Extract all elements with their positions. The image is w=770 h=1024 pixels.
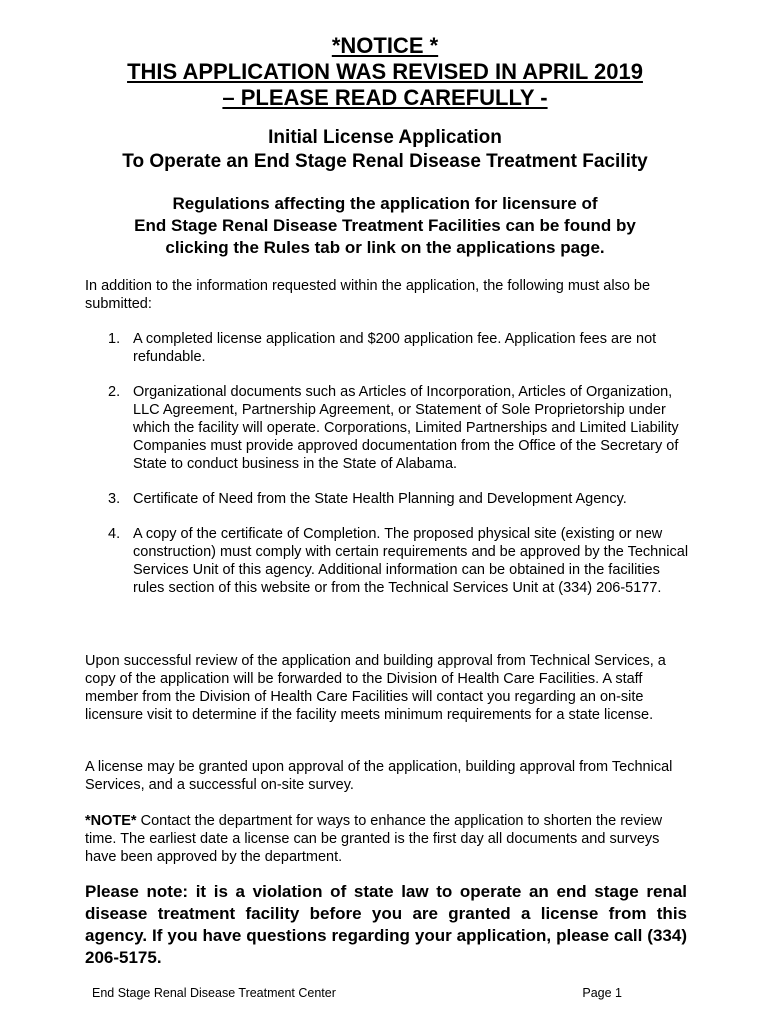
list-item-number: 4.	[108, 526, 121, 542]
regulations-line-3: clicking the Rules tab or link on the applications page.	[165, 238, 605, 257]
review-paragraph: Upon successful review of the application and building approval from Technical Services, a copy of the application will be forwarded to the Division of Health Care Facilities. A staff member from the Division of Health Care Facilities will contact you regarding an on-site licensure visit to determine if the facility meets minimum requirements for a state license.	[85, 653, 666, 723]
note-label: *NOTE*	[85, 813, 137, 829]
regulations-heading	[0, 193, 770, 259]
page-footer	[92, 985, 622, 1001]
list-item	[85, 330, 690, 366]
page-number: Page 1	[582, 986, 622, 1000]
regulations-line-2: End Stage Renal Disease Treatment Facilities can be found by	[134, 216, 636, 235]
title-line-1: Initial License Application	[268, 127, 502, 148]
footer-title: End Stage Renal Disease Treatment Center	[92, 986, 336, 1000]
intro-paragraph: In addition to the information requested within the application, the following must also be submitted:	[85, 278, 651, 312]
list-item-text: A completed license application and $200 application fee. Application fees are not refundable.	[133, 331, 657, 365]
revision-notice: THIS APPLICATION WAS REVISED IN APRIL 2019	[127, 59, 643, 84]
notice-title: *NOTICE *	[331, 33, 439, 58]
requirements-list	[85, 330, 690, 614]
title-line-2: To Operate an End Stage Renal Disease Treatment Facility	[122, 151, 648, 172]
document-title	[0, 126, 770, 174]
list-item	[85, 525, 690, 597]
list-item-number: 2.	[108, 384, 121, 400]
note-paragraph	[85, 812, 685, 866]
list-item-text: Certificate of Need from the State Health Planning and Development Agency.	[133, 491, 627, 507]
regulations-line-1: Regulations affecting the application for licensure of	[172, 194, 598, 213]
list-item-text: A copy of the certificate of Completion. The proposed physical site (existing or new construction) must comply with certain requirements and be approved by the Technical Services Unit of this agency. Additional information can be obtained in the facilities rules section of this website or from the Technical Services Unit at (334) 206-5177.	[133, 526, 689, 596]
notice-header	[0, 33, 770, 111]
list-item	[85, 490, 690, 508]
list-item-number: 1.	[108, 331, 121, 347]
violation-warning: Please note: it is a violation of state law to operate an end stage renal disease treatment facility before you are granted a license from this agency. If you have questions regarding your application, please call (334) 206-5175.	[85, 882, 687, 967]
list-item-text: Organizational documents such as Articles of Incorporation, Articles of Organization, LLC Agreement, Partnership Agreement, or Statement of Sole Proprietorship under which the facility will operate. Corporations, Limited Partnerships and Limited Liability Companies must provide approved documentation from the Office of the Secretary of State to conduct business in the State of Alabama.	[133, 384, 679, 472]
read-carefully-notice: – PLEASE READ CAREFULLY -	[222, 85, 548, 110]
list-item-number: 3.	[108, 491, 121, 507]
note-text: Contact the department for ways to enhance the application to shorten the review time. The earliest date a license can be granted is the first day all documents and surveys have been approved by the department.	[85, 813, 663, 865]
list-item	[85, 383, 690, 473]
license-paragraph: A license may be granted upon approval of the application, building approval from Technical Services, and a successful on-site survey.	[85, 759, 673, 793]
